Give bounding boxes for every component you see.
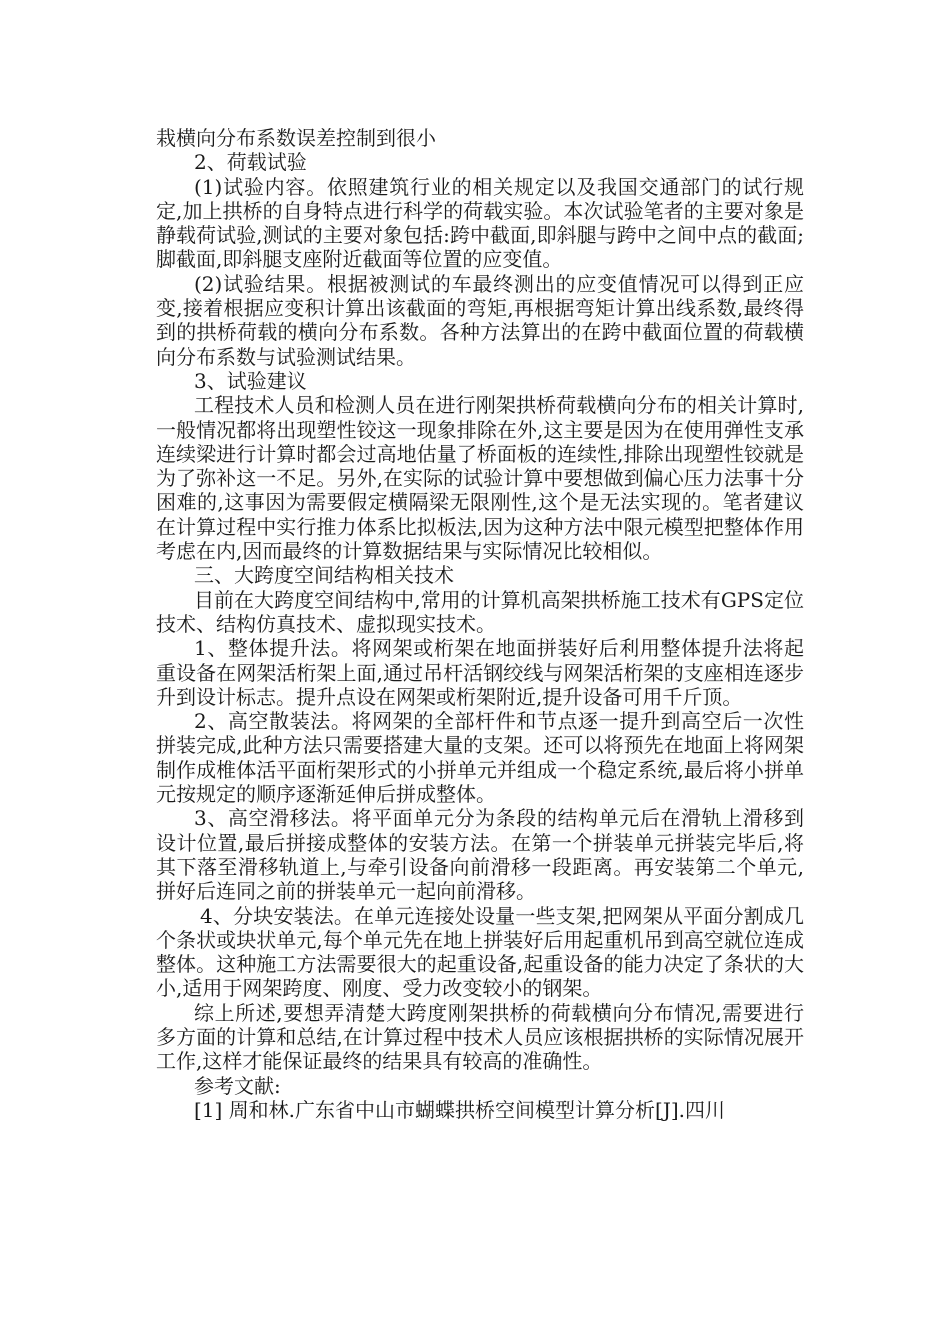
- paragraph-conclusion: 综上所述,要想弄清楚大跨度刚架拱桥的荷载横向分布情况,需要进行多方面的计算和总结,在计算过程中技术人员应该根据拱桥的实际情况展开工作,这样才能保证最终的结果具有较高的准确性。: [156, 1000, 804, 1074]
- paragraph-test-content: (1)试验内容。依照建筑行业的相关规定以及我国交通部门的试行规定,加上拱桥的自身特点进行科学的荷载实验。本次试验笔者的主要对象是静载荷试验,测试的主要对象包括:跨中截面,即斜腿与跨中之间中点的截面;脚截面,即斜腿支座附近截面等位置的应变值。: [156, 174, 804, 272]
- paragraph-continuation: 栽横向分布系数误差控制到很小: [156, 126, 436, 150]
- section-heading-load-test: 2、荷载试验: [194, 150, 307, 175]
- paragraph-large-span-intro: 目前在大跨度空间结构中,常用的计算机高架拱桥施工技术有GPS定位技术、结构仿真技术、虚拟现实技术。: [156, 587, 804, 636]
- section-heading-test-suggestions: 3、试验建议: [194, 368, 307, 393]
- paragraph-integral-lifting: 1、整体提升法。将网架或桁架在地面拼装好后利用整体提升法将起重设备在网架活桁架上面,通过吊杆活钢绞线与网架活桁架的支座相连逐步升到设计标志。提升点设在网架或桁架附近,提升设备可用千斤顶。: [156, 636, 804, 709]
- paragraph-test-results: (2)试验结果。根据被测试的车最终测出的应变值情况可以得到正应变,接着根据应变积计算出该截面的弯矩,再根据弯矩计算出线系数,最终得到的拱桥荷载的横向分布系数。各种方法算出的在跨中截面位置的荷载横向分布系数与试验测试结果。: [156, 271, 804, 369]
- paragraph-high-altitude-assembly: 2、高空散装法。将网架的全部杆件和节点逐一提升到高空后一次性拼装完成,此种方法只需要搭建大量的支架。还可以将预先在地面上将网架制作成椎体活平面桁架形式的小拼单元并组成一个稳定系统,最后将小拼单元按规定的顺序逐渐延伸后拼成整体。: [156, 709, 804, 807]
- paragraph-block-installation: 4、分块安装法。在单元连接处设量一些支架,把网架从平面分割成几个条状或块状单元,每个单元先在地上拼装好后用起重机吊到高空就位连成整体。这种施工方法需要很大的起重设备,起重设备的能力决定了条状的大小,适用于网架跨度、刚度、受力改变较小的钢架。: [156, 903, 804, 1001]
- paragraph-high-altitude-sliding: 3、高空滑移法。将平面单元分为条段的结构单元后在滑轨上滑移到设计位置,最后拼接成整体的安装方法。在第一个拼装单元拼装完毕后,将其下落至滑移轨道上,与牵引设备向前滑移一段距离。再安装第二个单元,拼好后连同之前的拼装单元一起向前滑移。: [156, 806, 804, 904]
- references-heading: 参考文献:: [194, 1073, 281, 1098]
- section-heading-large-span: 三、大跨度空间结构相关技术: [194, 563, 454, 588]
- reference-item: [1] 周和林.广东省中山市蝴蝶拱桥空间模型计算分析[J].四川: [194, 1097, 726, 1122]
- paragraph-suggestions: 工程技术人员和检测人员在进行刚架拱桥荷载横向分布的相关计算时,一般情况都将出现塑性铰这一现象排除在外,这主要是因为在使用弹性支承连续梁进行计算时都会过高地估量了桥面板的连续性,排除出现塑性铰就是为了弥补这一不足。另外,在实际的试验计算中要想做到偏心压力法事十分困难的,这事因为需要假定横隔梁无限刚性,这个是无法实现的。笔者建议在计算过程中实行推力体系比拟板法,因为这种方法中限元模型把整体作用考虑在内,因而最终的计算数据结果与实际情况比较相似。: [156, 393, 804, 564]
- article-body: [156, 126, 804, 1122]
